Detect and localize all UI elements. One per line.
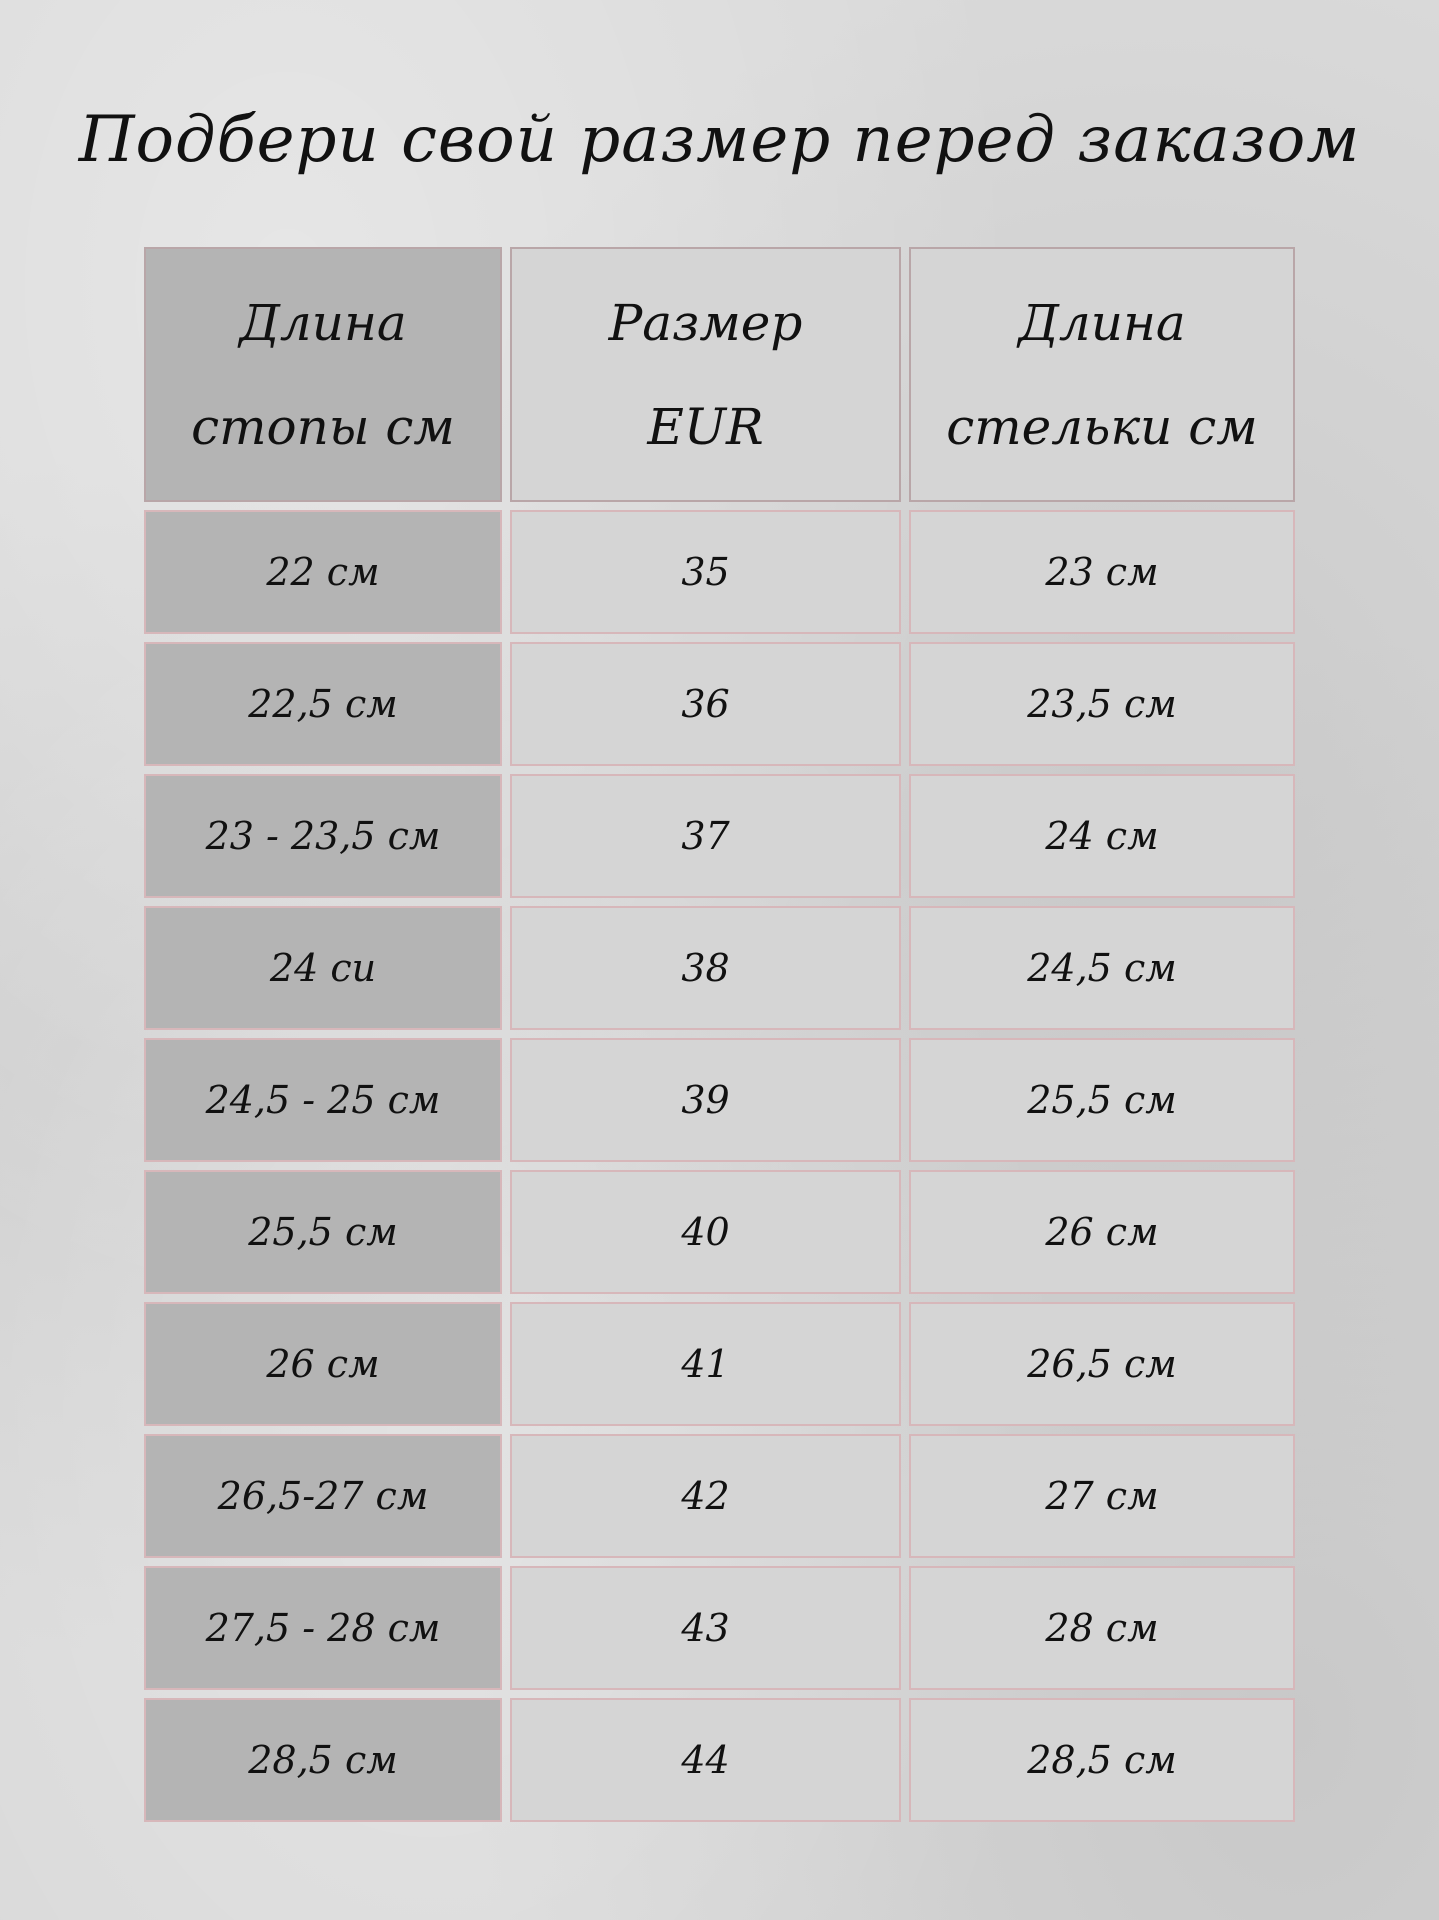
cell-insole-length: 27 см (909, 1434, 1295, 1558)
cell-foot-length: 27,5 - 28 см (144, 1566, 502, 1690)
cell-insole-length: 28,5 см (909, 1698, 1295, 1822)
header-eur-size-line1: Размер (608, 293, 803, 352)
cell-foot-length: 24,5 - 25 см (144, 1038, 502, 1162)
header-insole-length (909, 247, 1295, 502)
header-eur-size (510, 247, 901, 502)
cell-eur-size: 39 (510, 1038, 901, 1162)
cell-foot-length: 23 - 23,5 см (144, 774, 502, 898)
cell-insole-length: 26 см (909, 1170, 1295, 1294)
cell-eur-size: 42 (510, 1434, 901, 1558)
header-eur-size-line2: EUR (647, 397, 764, 456)
header-foot-length-line1: Длина (239, 293, 407, 352)
cell-foot-length: 22 см (144, 510, 502, 634)
page-title: Подбери свой размер перед заказом (78, 103, 1361, 177)
cell-insole-length: 24,5 см (909, 906, 1295, 1030)
cell-foot-length: 26 см (144, 1302, 502, 1426)
header-insole-length-line2: стельки см (946, 397, 1258, 456)
size-table (144, 247, 1295, 1822)
cell-insole-length: 26,5 см (909, 1302, 1295, 1426)
cell-insole-length: 28 см (909, 1566, 1295, 1690)
cell-insole-length: 25,5 см (909, 1038, 1295, 1162)
cell-foot-length: 24 си (144, 906, 502, 1030)
cell-eur-size: 41 (510, 1302, 901, 1426)
cell-insole-length: 23 см (909, 510, 1295, 634)
cell-foot-length: 25,5 см (144, 1170, 502, 1294)
cell-eur-size: 44 (510, 1698, 901, 1822)
cell-insole-length: 23,5 см (909, 642, 1295, 766)
cell-eur-size: 40 (510, 1170, 901, 1294)
cell-eur-size: 36 (510, 642, 901, 766)
header-foot-length-line2: стопы см (191, 397, 455, 456)
cell-foot-length: 26,5-27 см (144, 1434, 502, 1558)
header-insole-length-line1: Длина (1018, 293, 1186, 352)
cell-eur-size: 38 (510, 906, 901, 1030)
cell-eur-size: 37 (510, 774, 901, 898)
cell-foot-length: 28,5 см (144, 1698, 502, 1822)
header-foot-length (144, 247, 502, 502)
cell-foot-length: 22,5 см (144, 642, 502, 766)
cell-insole-length: 24 см (909, 774, 1295, 898)
cell-eur-size: 35 (510, 510, 901, 634)
cell-eur-size: 43 (510, 1566, 901, 1690)
